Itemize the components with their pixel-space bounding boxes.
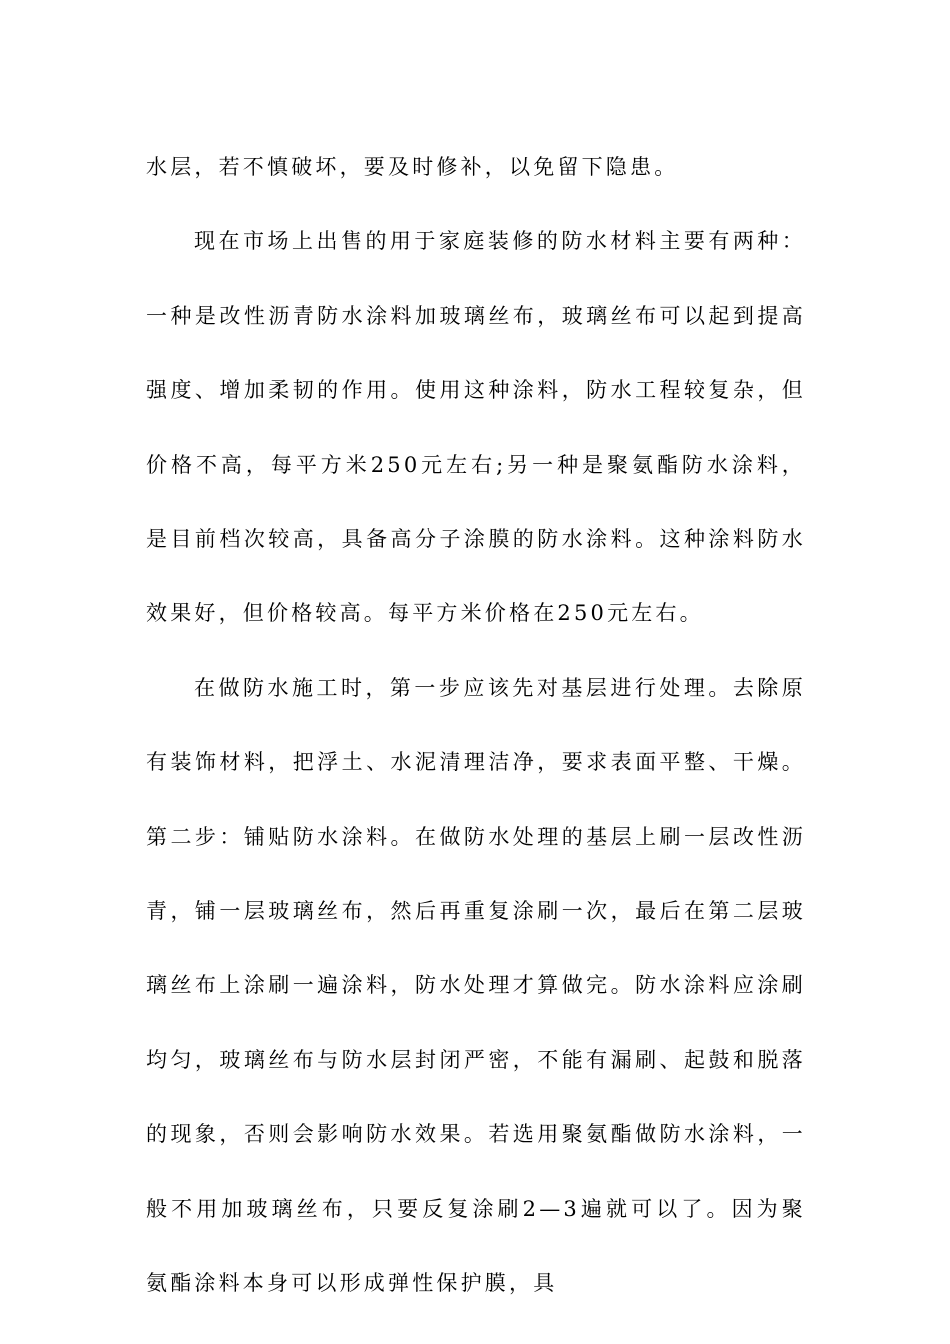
paragraph-construction: 在做防水施工时，第一步应该先对基层进行处理。去除原有装饰材料，把浮土、水泥清理洁净，要求表面平整、干燥。第二步：铺贴防水涂料。在做防水处理的基层上刷一层改性沥青，铺一层玻璃丝布，然后再重复涂刷一次，最后在第二层玻璃丝布上涂刷一遍涂料，防水处理才算做完。防水涂料应涂刷均匀，玻璃丝布与防水层封闭严密，不能有漏刷、起鼓和脱落的现象，否则会影响防水效果。若选用聚氨酯做防水涂料，一般不用加玻璃丝布，只要反复涂刷2—3遍就可以了。因为聚氨酯涂料本身可以形成弹性保护膜，具 (146, 675, 806, 1296)
paragraph-continuation: 水层，若不慎破坏，要及时修补，以免留下隐患。 (146, 155, 679, 179)
paragraph-materials: 现在市场上出售的用于家庭装修的防水材料主要有两种：一种是改性沥青防水涂料加玻璃丝布，玻璃丝布可以起到提高强度、增加柔韧的作用。使用这种涂料，防水工程较复杂，但价格不高，每平方米250元左右;另一种是聚氨酯防水涂料，是目前档次较高，具备高分子涂膜的防水涂料。这种涂料防水效果好，但价格较高。每平方米价格在250元左右。 (146, 229, 806, 626)
body-text (146, 130, 806, 1321)
